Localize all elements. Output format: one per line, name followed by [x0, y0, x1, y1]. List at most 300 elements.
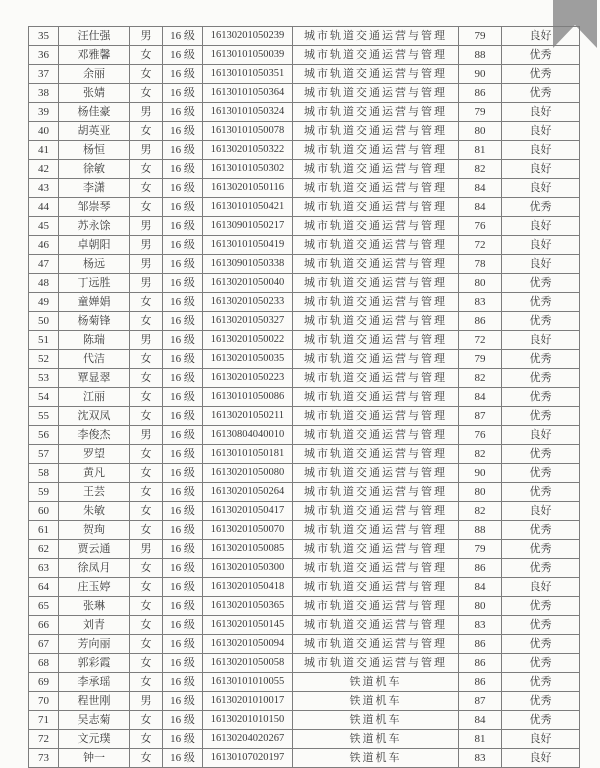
cell-rating: 优秀 — [502, 559, 580, 578]
cell-rating: 优秀 — [502, 483, 580, 502]
cell-number: 64 — [29, 578, 59, 597]
cell-number: 37 — [29, 65, 59, 84]
cell-gender: 女 — [130, 730, 163, 749]
cell-name: 程世刚 — [59, 692, 130, 711]
table-row — [29, 388, 580, 407]
cell-rating: 良好 — [502, 578, 580, 597]
cell-rating: 优秀 — [502, 616, 580, 635]
cell-student-id: 16130201050058 — [203, 654, 293, 673]
cell-grade: 16 级 — [163, 578, 203, 597]
cell-rating: 良好 — [502, 331, 580, 350]
cell-rating: 优秀 — [502, 84, 580, 103]
cell-number: 43 — [29, 179, 59, 198]
cell-name: 徐敏 — [59, 160, 130, 179]
cell-rating: 优秀 — [502, 350, 580, 369]
cell-number: 63 — [29, 559, 59, 578]
cell-score: 83 — [459, 293, 502, 312]
cell-score: 79 — [459, 103, 502, 122]
table-row — [29, 293, 580, 312]
cell-major: 城市轨道交通运营与管理 — [293, 388, 459, 407]
cell-number: 49 — [29, 293, 59, 312]
cell-gender: 女 — [130, 502, 163, 521]
cell-rating: 良好 — [502, 179, 580, 198]
cell-score: 84 — [459, 711, 502, 730]
cell-rating: 优秀 — [502, 711, 580, 730]
cell-name: 江丽 — [59, 388, 130, 407]
cell-rating: 优秀 — [502, 445, 580, 464]
cell-grade: 16 级 — [163, 673, 203, 692]
cell-grade: 16 级 — [163, 502, 203, 521]
cell-score: 84 — [459, 198, 502, 217]
cell-score: 76 — [459, 217, 502, 236]
cell-score: 82 — [459, 445, 502, 464]
cell-student-id: 16130101050351 — [203, 65, 293, 84]
cell-score: 86 — [459, 654, 502, 673]
table-row — [29, 369, 580, 388]
cell-student-id: 16130201050040 — [203, 274, 293, 293]
cell-student-id: 16130107020197 — [203, 749, 293, 768]
cell-name: 王芸 — [59, 483, 130, 502]
cell-number: 71 — [29, 711, 59, 730]
cell-student-id: 16130201050322 — [203, 141, 293, 160]
cell-major: 城市轨道交通运营与管理 — [293, 540, 459, 559]
cell-major: 城市轨道交通运营与管理 — [293, 464, 459, 483]
cell-grade: 16 级 — [163, 654, 203, 673]
cell-rating: 良好 — [502, 426, 580, 445]
cell-name: 陈瑞 — [59, 331, 130, 350]
table-row — [29, 464, 580, 483]
table-row — [29, 122, 580, 141]
cell-student-id: 16130201010150 — [203, 711, 293, 730]
cell-score: 79 — [459, 27, 502, 46]
cell-number: 35 — [29, 27, 59, 46]
cell-number: 48 — [29, 274, 59, 293]
cell-grade: 16 级 — [163, 597, 203, 616]
cell-score: 72 — [459, 236, 502, 255]
cell-student-id: 16130901050217 — [203, 217, 293, 236]
cell-grade: 16 级 — [163, 255, 203, 274]
cell-name: 徐凤月 — [59, 559, 130, 578]
cell-name: 芳向丽 — [59, 635, 130, 654]
cell-major: 城市轨道交通运营与管理 — [293, 369, 459, 388]
cell-score: 87 — [459, 407, 502, 426]
cell-number: 51 — [29, 331, 59, 350]
cell-student-id: 16130201050094 — [203, 635, 293, 654]
cell-name: 贾云通 — [59, 540, 130, 559]
cell-gender: 男 — [130, 540, 163, 559]
cell-score: 76 — [459, 426, 502, 445]
cell-rating: 良好 — [502, 236, 580, 255]
cell-gender: 女 — [130, 293, 163, 312]
cell-rating: 优秀 — [502, 521, 580, 540]
cell-rating: 优秀 — [502, 293, 580, 312]
cell-student-id: 16130201050365 — [203, 597, 293, 616]
table-row — [29, 27, 580, 46]
cell-major: 城市轨道交通运营与管理 — [293, 616, 459, 635]
cell-number: 40 — [29, 122, 59, 141]
cell-major: 城市轨道交通运营与管理 — [293, 654, 459, 673]
cell-gender: 女 — [130, 350, 163, 369]
cell-gender: 男 — [130, 255, 163, 274]
cell-score: 83 — [459, 616, 502, 635]
cell-major: 城市轨道交通运营与管理 — [293, 160, 459, 179]
cell-rating: 优秀 — [502, 198, 580, 217]
cell-gender: 女 — [130, 369, 163, 388]
cell-score: 84 — [459, 578, 502, 597]
cell-number: 47 — [29, 255, 59, 274]
table-row — [29, 331, 580, 350]
cell-score: 80 — [459, 597, 502, 616]
table-row — [29, 521, 580, 540]
cell-name: 代洁 — [59, 350, 130, 369]
cell-student-id: 16130101050039 — [203, 46, 293, 65]
cell-number: 59 — [29, 483, 59, 502]
cell-gender: 女 — [130, 578, 163, 597]
cell-gender: 女 — [130, 597, 163, 616]
cell-grade: 16 级 — [163, 293, 203, 312]
cell-gender: 男 — [130, 27, 163, 46]
cell-name: 杨恒 — [59, 141, 130, 160]
cell-gender: 女 — [130, 749, 163, 768]
cell-rating: 优秀 — [502, 312, 580, 331]
cell-major: 城市轨道交通运营与管理 — [293, 350, 459, 369]
cell-gender: 女 — [130, 521, 163, 540]
cell-major: 城市轨道交通运营与管理 — [293, 312, 459, 331]
cell-name: 吴志菊 — [59, 711, 130, 730]
cell-grade: 16 级 — [163, 122, 203, 141]
cell-student-id: 16130201050116 — [203, 179, 293, 198]
cell-grade: 16 级 — [163, 711, 203, 730]
table-row — [29, 483, 580, 502]
cell-score: 79 — [459, 540, 502, 559]
cell-rating: 优秀 — [502, 369, 580, 388]
cell-gender: 女 — [130, 464, 163, 483]
cell-name: 杨佳豪 — [59, 103, 130, 122]
cell-number: 65 — [29, 597, 59, 616]
cell-name: 朱敏 — [59, 502, 130, 521]
table-row — [29, 407, 580, 426]
cell-rating: 良好 — [502, 217, 580, 236]
cell-major: 城市轨道交通运营与管理 — [293, 103, 459, 122]
cell-student-id: 16130201050300 — [203, 559, 293, 578]
cell-grade: 16 级 — [163, 84, 203, 103]
cell-gender: 女 — [130, 122, 163, 141]
cell-student-id: 16130201050080 — [203, 464, 293, 483]
table-row — [29, 635, 580, 654]
cell-gender: 男 — [130, 331, 163, 350]
cell-gender: 女 — [130, 711, 163, 730]
cell-major: 城市轨道交通运营与管理 — [293, 597, 459, 616]
cell-grade: 16 级 — [163, 103, 203, 122]
cell-major: 城市轨道交通运营与管理 — [293, 578, 459, 597]
cell-gender: 女 — [130, 160, 163, 179]
table-row — [29, 255, 580, 274]
cell-rating: 优秀 — [502, 274, 580, 293]
cell-name: 李承瑶 — [59, 673, 130, 692]
cell-major: 城市轨道交通运营与管理 — [293, 274, 459, 293]
cell-score: 82 — [459, 160, 502, 179]
cell-score: 72 — [459, 331, 502, 350]
cell-rating: 优秀 — [502, 407, 580, 426]
cell-student-id: 16130201050327 — [203, 312, 293, 331]
cell-name: 童婵娟 — [59, 293, 130, 312]
cell-score: 88 — [459, 521, 502, 540]
cell-name: 杨菊锋 — [59, 312, 130, 331]
cell-major: 铁道机车 — [293, 730, 459, 749]
cell-name: 胡英亚 — [59, 122, 130, 141]
cell-major: 城市轨道交通运营与管理 — [293, 46, 459, 65]
cell-grade: 16 级 — [163, 635, 203, 654]
cell-major: 城市轨道交通运营与管理 — [293, 635, 459, 654]
cell-major: 城市轨道交通运营与管理 — [293, 521, 459, 540]
cell-grade: 16 级 — [163, 369, 203, 388]
cell-major: 城市轨道交通运营与管理 — [293, 445, 459, 464]
cell-gender: 女 — [130, 616, 163, 635]
table-row — [29, 749, 580, 768]
cell-rating: 良好 — [502, 502, 580, 521]
table-row — [29, 654, 580, 673]
cell-student-id: 16130201050070 — [203, 521, 293, 540]
table-row — [29, 179, 580, 198]
table-row — [29, 198, 580, 217]
cell-name: 李潇 — [59, 179, 130, 198]
table-row — [29, 312, 580, 331]
cell-student-id: 16130201050239 — [203, 27, 293, 46]
cell-score: 78 — [459, 255, 502, 274]
cell-gender: 女 — [130, 65, 163, 84]
cell-name: 丁远胜 — [59, 274, 130, 293]
cell-student-id: 16130201010017 — [203, 692, 293, 711]
cell-gender: 女 — [130, 84, 163, 103]
cell-number: 70 — [29, 692, 59, 711]
cell-score: 81 — [459, 141, 502, 160]
cell-name: 余丽 — [59, 65, 130, 84]
cell-major: 城市轨道交通运营与管理 — [293, 559, 459, 578]
cell-number: 38 — [29, 84, 59, 103]
cell-grade: 16 级 — [163, 236, 203, 255]
cell-score: 81 — [459, 730, 502, 749]
cell-grade: 16 级 — [163, 350, 203, 369]
cell-gender: 男 — [130, 236, 163, 255]
cell-gender: 女 — [130, 46, 163, 65]
cell-major: 城市轨道交通运营与管理 — [293, 255, 459, 274]
cell-rating: 良好 — [502, 103, 580, 122]
table-row — [29, 426, 580, 445]
cell-score: 86 — [459, 312, 502, 331]
cell-number: 66 — [29, 616, 59, 635]
table-row — [29, 673, 580, 692]
cell-grade: 16 级 — [163, 312, 203, 331]
cell-gender: 男 — [130, 426, 163, 445]
cell-score: 87 — [459, 692, 502, 711]
cell-grade: 16 级 — [163, 217, 203, 236]
cell-gender: 女 — [130, 445, 163, 464]
table-row — [29, 730, 580, 749]
table-row — [29, 217, 580, 236]
cell-major: 城市轨道交通运营与管理 — [293, 84, 459, 103]
cell-student-id: 16130201050022 — [203, 331, 293, 350]
cell-name: 邹崇琴 — [59, 198, 130, 217]
cell-grade: 16 级 — [163, 521, 203, 540]
cell-score: 84 — [459, 388, 502, 407]
cell-grade: 16 级 — [163, 141, 203, 160]
table-row — [29, 578, 580, 597]
cell-number: 53 — [29, 369, 59, 388]
cell-gender: 女 — [130, 654, 163, 673]
cell-gender: 男 — [130, 103, 163, 122]
cell-student-id: 16130204020267 — [203, 730, 293, 749]
cell-score: 79 — [459, 350, 502, 369]
cell-grade: 16 级 — [163, 46, 203, 65]
cell-student-id: 16130804040010 — [203, 426, 293, 445]
cell-rating: 优秀 — [502, 692, 580, 711]
cell-student-id: 16130101050181 — [203, 445, 293, 464]
cell-score: 86 — [459, 559, 502, 578]
cell-grade: 16 级 — [163, 27, 203, 46]
cell-number: 67 — [29, 635, 59, 654]
cell-name: 张婧 — [59, 84, 130, 103]
cell-grade: 16 级 — [163, 730, 203, 749]
cell-student-id: 16130101050302 — [203, 160, 293, 179]
cell-gender: 男 — [130, 692, 163, 711]
cell-rating: 优秀 — [502, 65, 580, 84]
cell-major: 铁道机车 — [293, 692, 459, 711]
cell-score: 80 — [459, 483, 502, 502]
cell-student-id: 16130901050338 — [203, 255, 293, 274]
cell-student-id: 16130201050145 — [203, 616, 293, 635]
cell-student-id: 16130201050035 — [203, 350, 293, 369]
cell-gender: 女 — [130, 559, 163, 578]
cell-grade: 16 级 — [163, 483, 203, 502]
cell-major: 城市轨道交通运营与管理 — [293, 236, 459, 255]
cell-name: 汪仕强 — [59, 27, 130, 46]
cell-student-id: 16130101050324 — [203, 103, 293, 122]
cell-number: 62 — [29, 540, 59, 559]
cell-rating: 优秀 — [502, 597, 580, 616]
cell-rating: 优秀 — [502, 673, 580, 692]
cell-major: 城市轨道交通运营与管理 — [293, 198, 459, 217]
cell-gender: 女 — [130, 198, 163, 217]
cell-grade: 16 级 — [163, 426, 203, 445]
cell-student-id: 16130201050418 — [203, 578, 293, 597]
table-row — [29, 502, 580, 521]
cell-score: 83 — [459, 749, 502, 768]
cell-name: 杨远 — [59, 255, 130, 274]
cell-score: 80 — [459, 274, 502, 293]
cell-student-id: 16130201050264 — [203, 483, 293, 502]
cell-major: 城市轨道交通运营与管理 — [293, 122, 459, 141]
table-row — [29, 46, 580, 65]
cell-name: 庄玉婷 — [59, 578, 130, 597]
cell-major: 城市轨道交通运营与管理 — [293, 141, 459, 160]
cell-name: 贺珣 — [59, 521, 130, 540]
table-row — [29, 84, 580, 103]
table-row — [29, 65, 580, 84]
cell-rating: 优秀 — [502, 635, 580, 654]
cell-score: 82 — [459, 369, 502, 388]
cell-gender: 女 — [130, 312, 163, 331]
student-score-table — [28, 26, 580, 768]
cell-score: 90 — [459, 65, 502, 84]
cell-grade: 16 级 — [163, 388, 203, 407]
cell-gender: 男 — [130, 274, 163, 293]
cell-major: 城市轨道交通运营与管理 — [293, 407, 459, 426]
cell-student-id: 16130101050419 — [203, 236, 293, 255]
cell-name: 郭彩霞 — [59, 654, 130, 673]
cell-name: 文元璞 — [59, 730, 130, 749]
cell-student-id: 16130201050223 — [203, 369, 293, 388]
cell-name: 邓雅馨 — [59, 46, 130, 65]
cell-gender: 女 — [130, 407, 163, 426]
cell-number: 41 — [29, 141, 59, 160]
cell-number: 73 — [29, 749, 59, 768]
cell-student-id: 16130201050211 — [203, 407, 293, 426]
cell-number: 56 — [29, 426, 59, 445]
table-row — [29, 236, 580, 255]
cell-rating: 良好 — [502, 122, 580, 141]
table-row — [29, 445, 580, 464]
cell-score: 84 — [459, 179, 502, 198]
cell-score: 82 — [459, 502, 502, 521]
cell-number: 36 — [29, 46, 59, 65]
cell-major: 城市轨道交通运营与管理 — [293, 27, 459, 46]
cell-gender: 女 — [130, 673, 163, 692]
cell-gender: 女 — [130, 483, 163, 502]
cell-grade: 16 级 — [163, 692, 203, 711]
cell-rating: 优秀 — [502, 46, 580, 65]
cell-student-id: 16130101010055 — [203, 673, 293, 692]
table-row — [29, 103, 580, 122]
cell-score: 80 — [459, 122, 502, 141]
cell-number: 68 — [29, 654, 59, 673]
cell-name: 罗望 — [59, 445, 130, 464]
cell-grade: 16 级 — [163, 407, 203, 426]
cell-rating: 良好 — [502, 730, 580, 749]
cell-score: 86 — [459, 673, 502, 692]
cell-name: 钟一 — [59, 749, 130, 768]
cell-major: 城市轨道交通运营与管理 — [293, 293, 459, 312]
cell-number: 45 — [29, 217, 59, 236]
cell-grade: 16 级 — [163, 160, 203, 179]
cell-number: 60 — [29, 502, 59, 521]
cell-student-id: 16130201050233 — [203, 293, 293, 312]
cell-student-id: 16130101050421 — [203, 198, 293, 217]
cell-gender: 男 — [130, 141, 163, 160]
cell-grade: 16 级 — [163, 331, 203, 350]
cell-major: 铁道机车 — [293, 711, 459, 730]
table-row — [29, 692, 580, 711]
cell-grade: 16 级 — [163, 65, 203, 84]
cell-number: 54 — [29, 388, 59, 407]
table-row — [29, 616, 580, 635]
cell-gender: 女 — [130, 635, 163, 654]
cell-number: 58 — [29, 464, 59, 483]
cell-student-id: 16130101050364 — [203, 84, 293, 103]
cell-major: 城市轨道交通运营与管理 — [293, 217, 459, 236]
table-row — [29, 559, 580, 578]
cell-score: 86 — [459, 84, 502, 103]
cell-number: 39 — [29, 103, 59, 122]
cell-grade: 16 级 — [163, 559, 203, 578]
cell-name: 黄凡 — [59, 464, 130, 483]
cell-student-id: 16130101050086 — [203, 388, 293, 407]
table-row — [29, 540, 580, 559]
cell-rating: 优秀 — [502, 654, 580, 673]
cell-grade: 16 级 — [163, 464, 203, 483]
cell-number: 57 — [29, 445, 59, 464]
cell-rating: 优秀 — [502, 388, 580, 407]
table-row — [29, 274, 580, 293]
